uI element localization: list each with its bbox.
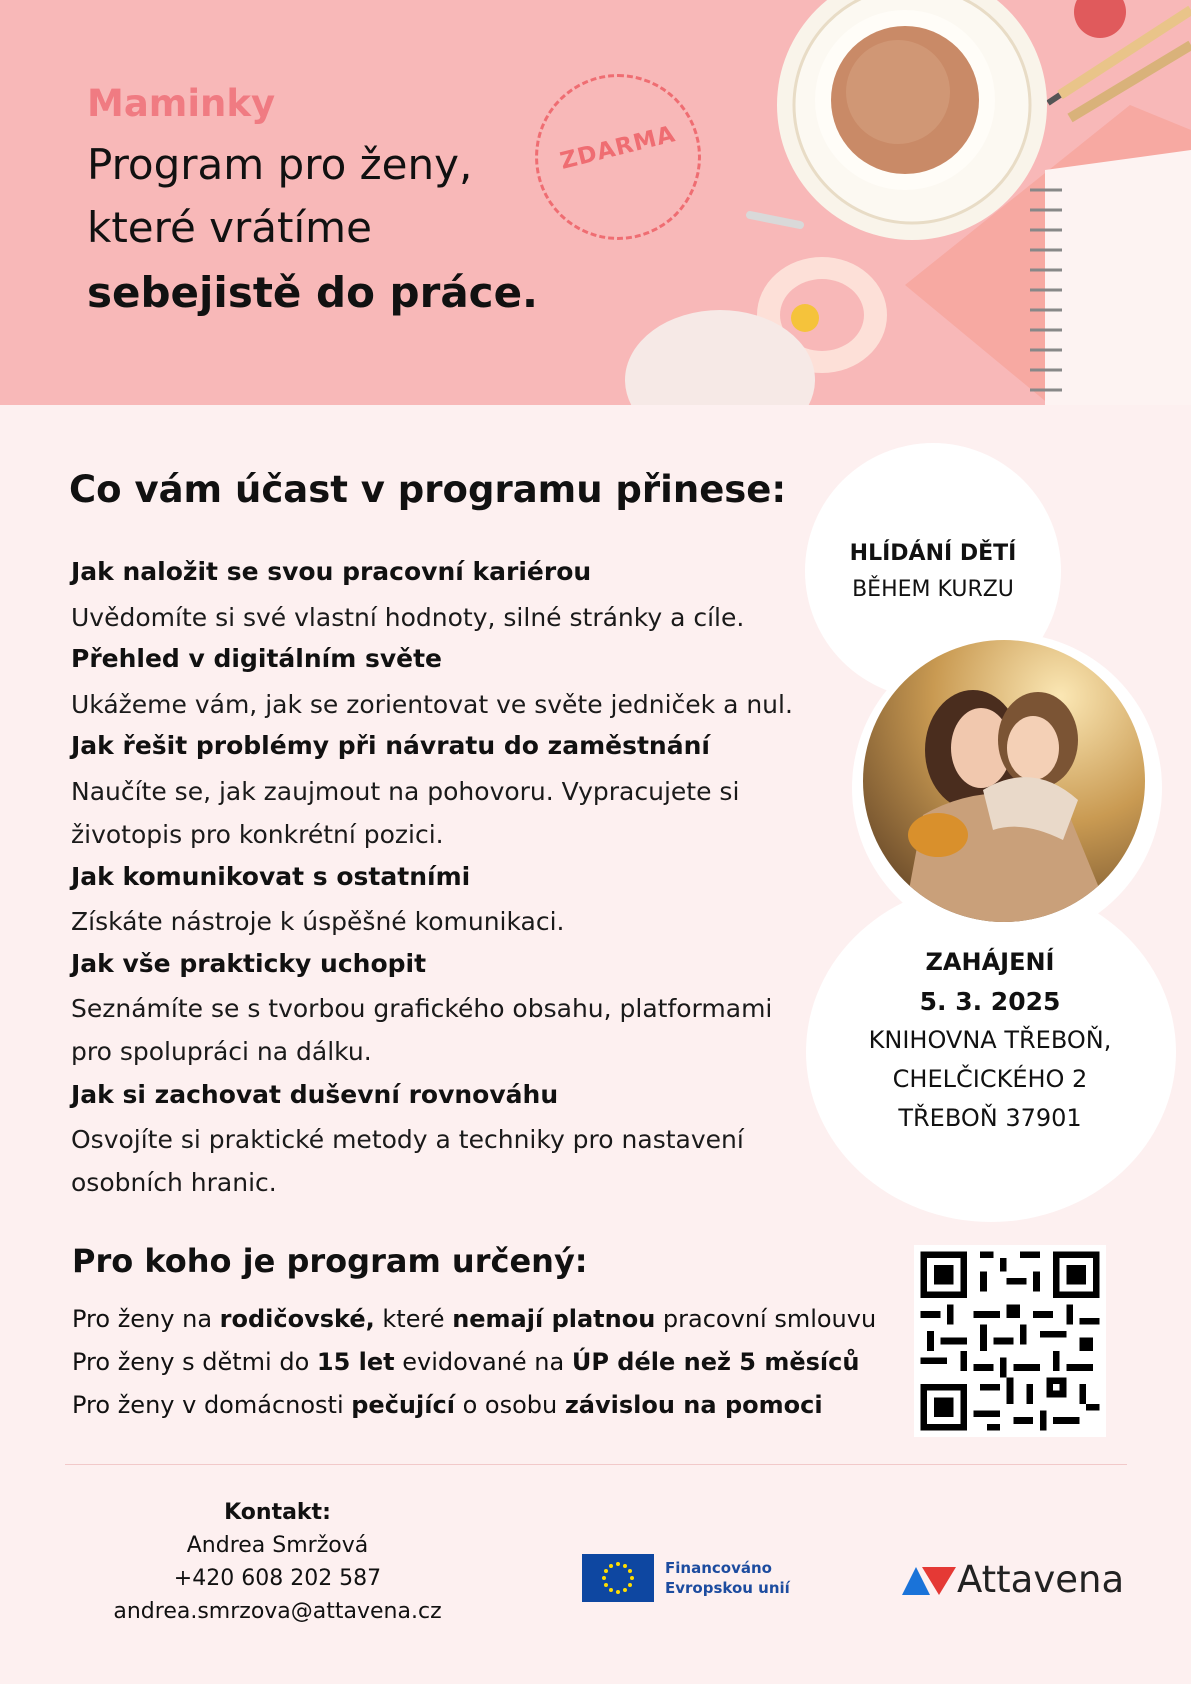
childcare-title: HLÍDÁNÍ DĚTÍ: [849, 541, 1017, 566]
flower-icon: [1074, 0, 1126, 38]
hero-title-line-3: sebejistě do práce.: [87, 268, 539, 317]
benefit-heading: Jak řešit problémy při návratu do zaměstnání: [71, 731, 710, 760]
qr-code-icon: [914, 1245, 1106, 1437]
contact-label: Kontakt:: [224, 1500, 331, 1525]
hero-banner: [0, 0, 1191, 405]
benefits-title: Co vám účast v programu přinese:: [69, 468, 787, 511]
audience-title: Pro koho je program určený:: [72, 1242, 588, 1280]
start-place-1: KNIHOVNA TŘEBOŇ,: [868, 1026, 1112, 1054]
hero-kicker: Maminky: [87, 82, 276, 125]
eu-stars-icon: [582, 1554, 654, 1602]
childcare-subtitle: BĚHEM KURZU: [852, 577, 1014, 602]
attavena-logo-text: Attavena: [957, 1558, 1125, 1601]
contact-phone[interactable]: +420 608 202 587: [173, 1566, 382, 1591]
benefit-text: Uvědomíte si své vlastní hodnoty, silné stránky a cíle.: [71, 603, 745, 632]
benefit-text: Získáte nástroje k úspěšné komunikaci.: [71, 907, 565, 936]
hero-title-line-2: které vrátíme: [87, 203, 372, 252]
mother-child-photo: [863, 640, 1145, 922]
benefit-text: osobních hranic.: [71, 1168, 277, 1197]
hero-title-line-1: Program pro ženy,: [87, 140, 473, 189]
eu-funding-line-1: Financováno: [665, 1559, 772, 1577]
eu-flag-icon: [582, 1554, 654, 1602]
benefit-text: Naučíte se, jak zaujmout na pohovoru. Vypracujete si: [71, 777, 740, 806]
footer-divider: [65, 1464, 1127, 1465]
benefit-heading: Jak vše prakticky uchopit: [71, 949, 427, 978]
benefit-heading: Přehled v digitálním světe: [71, 644, 443, 673]
start-place-3: TŘEBOŇ 37901: [898, 1104, 1082, 1132]
benefit-heading: Jak si zachovat duševní rovnováhu: [71, 1080, 559, 1109]
free-badge: [535, 74, 701, 240]
start-place-2: CHELČICKÉHO 2: [892, 1065, 1088, 1093]
audience-line-3: Pro ženy v domácnosti pečující o osobu závislou na pomoci: [72, 1391, 823, 1419]
audience-line-2: Pro ženy s dětmi do 15 let evidované na ÚP déle než 5 měsíců: [72, 1348, 860, 1376]
eu-funding-line-2: Evropskou unií: [665, 1579, 790, 1597]
free-badge-text: ZDARMA: [557, 121, 679, 175]
benefit-text: pro spolupráci na dálku.: [71, 1037, 372, 1066]
benefit-text: Seznámíte se s tvorbou grafického obsahu, platformami: [71, 994, 773, 1023]
benefit-heading: Jak komunikovat s ostatními: [71, 862, 471, 891]
start-label: ZAHÁJENÍ: [925, 948, 1055, 976]
qr-code[interactable]: [914, 1245, 1106, 1437]
start-date: 5. 3. 2025: [919, 987, 1061, 1016]
benefit-heading: Jak naložit se svou pracovní kariérou: [71, 557, 592, 586]
tea-cup-icon: [750, 0, 1047, 240]
benefit-text: životopis pro konkrétní pozici.: [71, 820, 444, 849]
attavena-logo-icon: [902, 1565, 956, 1595]
contact-email[interactable]: andrea.smrzova@attavena.cz: [113, 1599, 442, 1624]
audience-line-1: Pro ženy na rodičovské, které nemají platnou pracovní smlouvu: [72, 1305, 877, 1333]
benefit-text: Osvojíte si praktické metody a techniky pro nastavení: [71, 1125, 744, 1154]
contact-name: Andrea Smržová: [186, 1533, 369, 1558]
benefit-text: Ukážeme vám, jak se zorientovat ve světe jedniček a nul.: [71, 690, 793, 719]
